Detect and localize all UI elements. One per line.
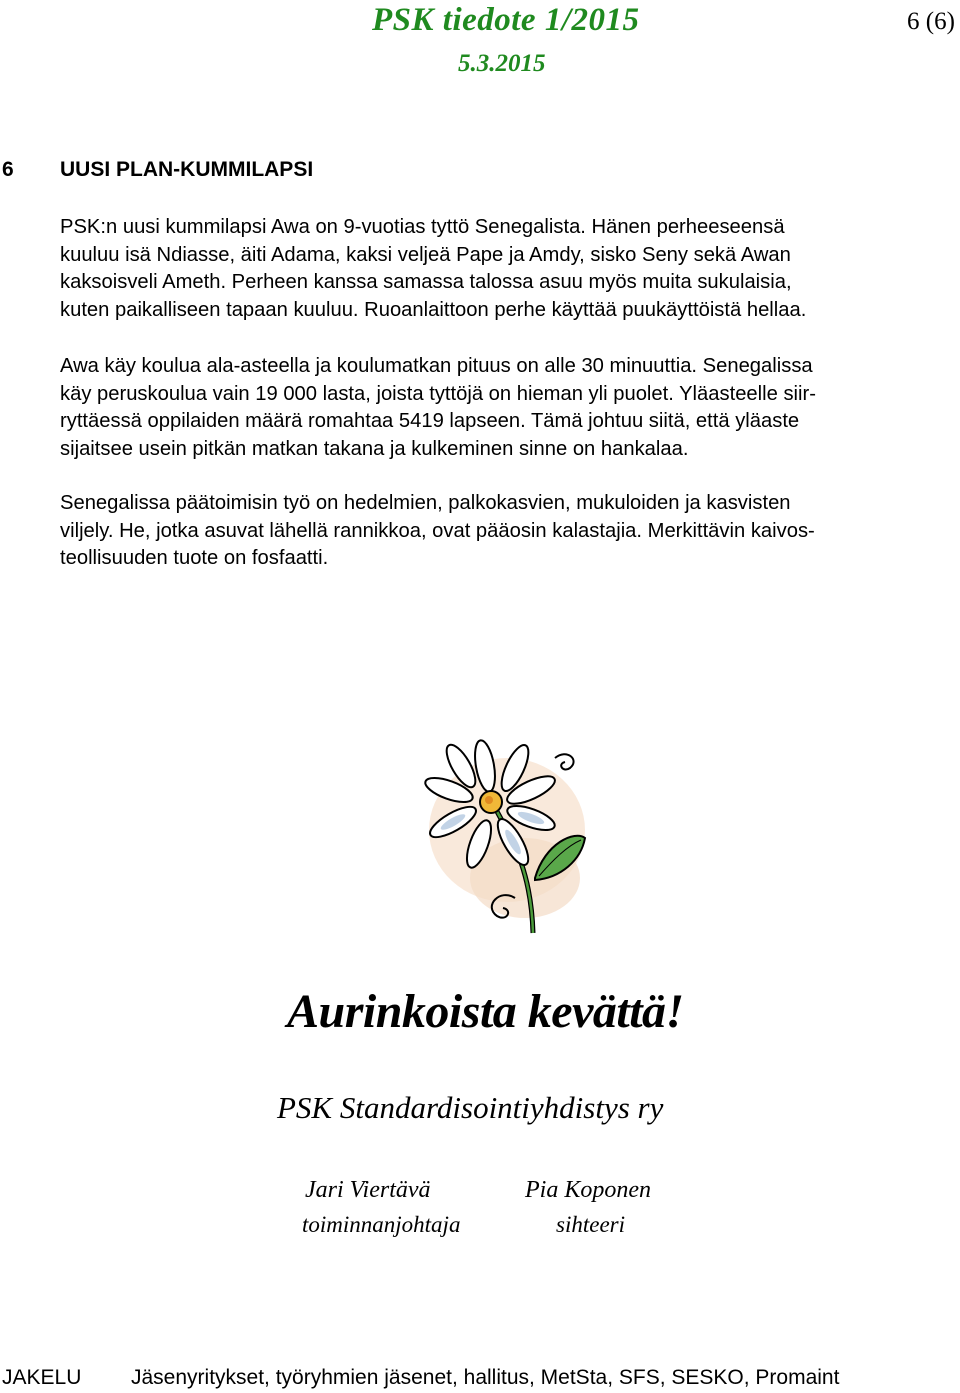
header-date: 5.3.2015 — [458, 50, 546, 77]
text-line: kuuluu isä Ndiasse, äiti Adama, kaksi veljeä Pape ja Amdy, sisko Seny sekä Awan — [60, 243, 791, 266]
greeting: Aurinkoista kevättä! — [287, 985, 684, 1038]
paragraph-2 — [60, 353, 956, 463]
distribution-label: JAKELU — [2, 1366, 82, 1389]
text-line: Senegalissa päätoimisin työ on hedelmien, palkokasvien, mukuloiden ja kasvisten — [60, 492, 791, 514]
header-title: PSK tiedote 1/2015 — [372, 2, 640, 38]
section-title: UUSI PLAN-KUMMILAPSI — [60, 158, 314, 181]
text-line: PSK:n uusi kummilapsi Awa on 9-vuotias tyttö Senegalista. Hänen perheeseensä — [60, 216, 785, 238]
page-number: 6 (6) — [907, 8, 955, 35]
paragraph-3 — [60, 490, 956, 573]
distribution-recipients: Jäsenyritykset, työryhmien jäsenet, hallitus, MetSta, SFS, SESKO, Promaint — [131, 1366, 840, 1389]
signature-role: toiminnanjohtaja — [302, 1212, 461, 1237]
section-number: 6 — [2, 158, 14, 181]
signature-role: sihteeri — [556, 1212, 625, 1237]
text-line: kaksoisveli Ameth. Perheen kanssa samassa talossa asuu myös muita sukulaisia, — [60, 271, 792, 293]
paragraph-1 — [60, 214, 956, 324]
text-line: ryttäessä oppilaiden määrä romahtaa 5419 lapseen. Tämä johtuu siitä, että yläaste — [60, 410, 800, 432]
text-line: Awa käy koulua ala-asteella ja koulumatkan pituus on alle 30 minuuttia. Senegalissa — [60, 355, 813, 377]
signature-name: Pia Koponen — [525, 1177, 651, 1203]
organization-name: PSK Standardisointiyhdistys ry — [277, 1090, 664, 1125]
text-line: viljely. He, jotka asuvat lähellä rannikkoa, ovat pääosin kalastajia. Merkittävin kaivos- — [60, 519, 815, 542]
text-line: käy peruskoulua vain 19 000 lasta, joista tyttöjä on hieman yli puolet. Yläasteelle siir- — [60, 382, 816, 405]
text-line: kuten paikalliseen tapaan kuuluu. Ruoanlaittoon perhe käyttää puukäyttöistä hellaa. — [60, 298, 807, 321]
text-line: sijaitsee usein pitkän matkan takana ja kulkeminen sinne on hankalaa. — [60, 437, 689, 460]
signature-name: Jari Viertävä — [305, 1177, 431, 1203]
text-line: teollisuuden tuote on fosfaatti. — [60, 547, 329, 569]
daisy-flower-icon — [415, 738, 595, 938]
